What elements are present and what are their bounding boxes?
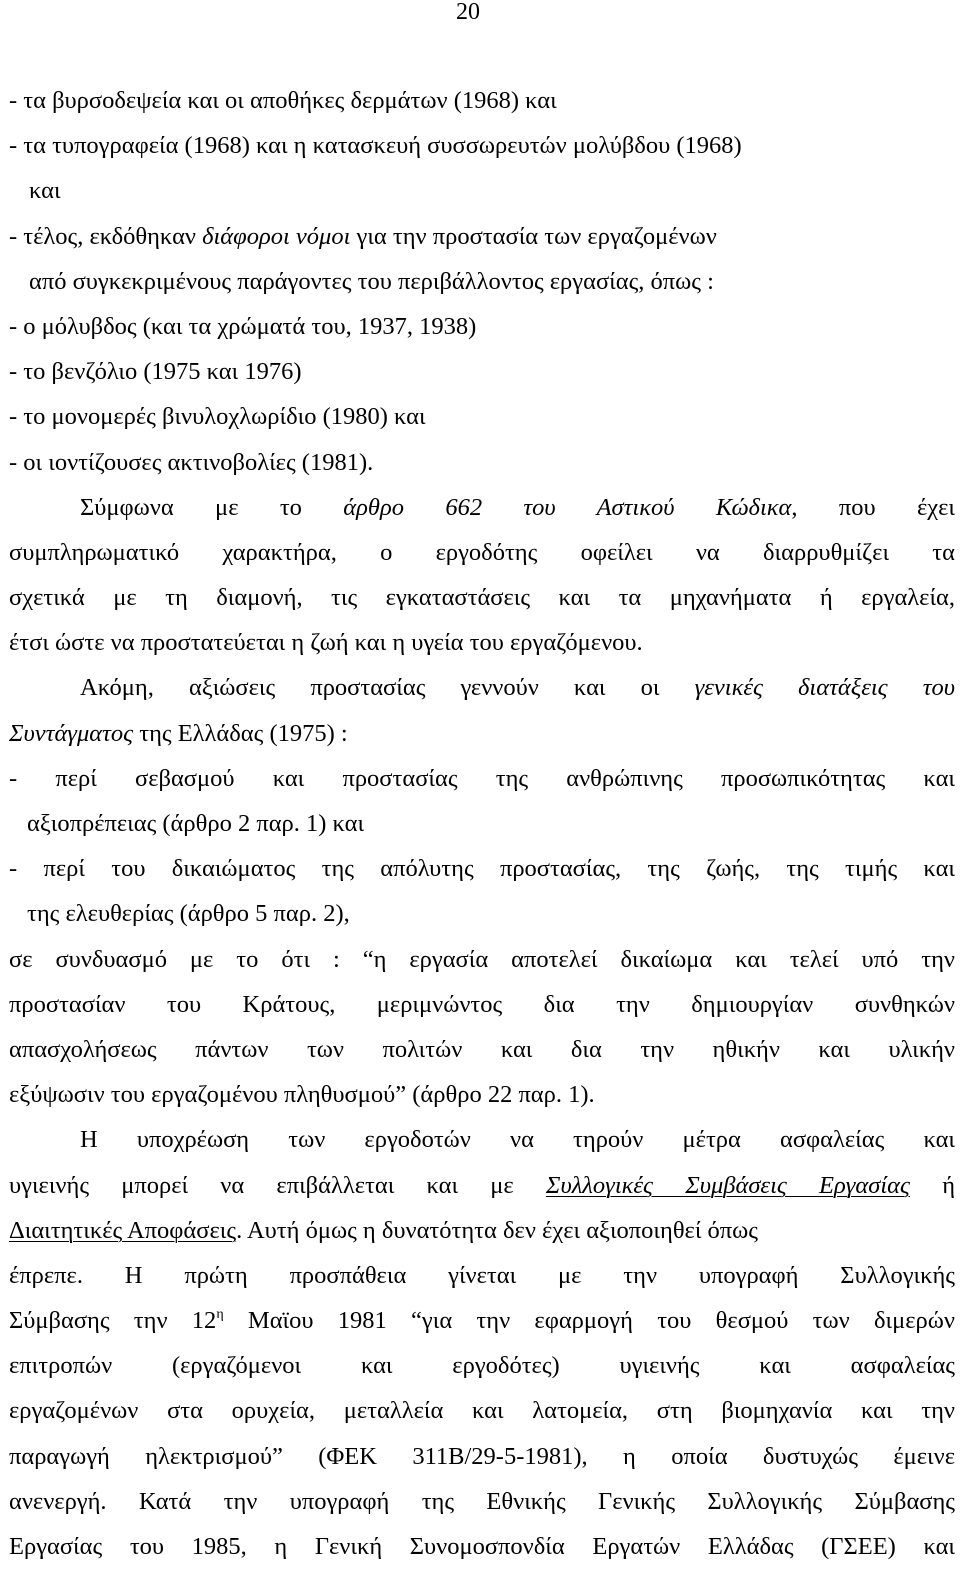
text-segment: Εργασίας του 1985, η Γενική Συνομοσπονδία Εργατών Ελλάδας (ΓΣΕΕ) και [9, 1533, 955, 1560]
text-line [9, 846, 955, 891]
text-line [9, 485, 955, 530]
text-line [9, 1524, 955, 1569]
text-line [9, 620, 955, 665]
text-segment: Σύμφωνα με το [80, 493, 344, 521]
text-line [9, 1163, 955, 1208]
text-line [9, 1027, 955, 1072]
text-segment: εργαζομένων στα ορυχεία, μεταλλεία και λατομεία, στη βιομηχανία και την [9, 1397, 955, 1425]
text-line [9, 665, 955, 710]
text-segment: - το βενζόλιο (1975 και 1976) [9, 358, 302, 386]
text-segment: προστασίαν του Κράτους, μεριμνώντος δια την δημιουργίαν συνθηκών [9, 990, 955, 1018]
text-line [9, 304, 955, 349]
superscript: η [216, 1307, 224, 1323]
text-line [9, 259, 955, 304]
text-segment: υγιεινής μπορεί να επιβάλλεται και με [9, 1171, 546, 1199]
text-line [9, 1117, 955, 1162]
text-line [9, 711, 955, 756]
text-line [9, 530, 955, 575]
text-segment: . Αυτή όμως η δυνατότητα δεν έχει αξιοποιηθεί όπως [236, 1216, 759, 1244]
text-segment: επιτροπών (εργαζόμενοι και εργοδότες) υγιεινής και ασφαλείας [9, 1352, 955, 1380]
emphasis-text: Συλλογικές Συμβάσεις Εργασίας [545, 1171, 910, 1199]
text-segment: σχετικά με τη διαμονή, τις εγκαταστάσεις και τα μηχανήματα ή εργαλεία, [9, 584, 955, 612]
text-segment: Σύμβασης την 12 [9, 1307, 217, 1335]
text-segment: - περί του δικαιώματος της απόλυτης προστασίας, της ζωής, της τιμής και [9, 855, 955, 883]
text-line [9, 1208, 955, 1253]
emphasis-text: Συντάγματος [9, 719, 134, 747]
text-line [9, 123, 955, 168]
text-line [9, 1072, 955, 1117]
text-segment: και [29, 177, 61, 205]
text-segment: Διαιτητικές Αποφάσεις [9, 1216, 237, 1244]
text-segment: σε συνδυασμό με το ότι : “η εργασία αποτελεί δικαίωμα και τελεί υπό την [9, 945, 955, 973]
text-line [9, 575, 955, 620]
text-segment: Ακόμη, αξιώσεις προστασίας γεννούν και οι [80, 674, 695, 702]
text-line [9, 756, 955, 801]
text-line [9, 214, 955, 259]
text-segment: Μαϊου 1981 “για την εφαρμογή του θεσμού των διμερών [223, 1307, 955, 1335]
text-segment: της ελευθερίας (άρθρο 5 παρ. 2), [27, 900, 350, 928]
text-line [9, 801, 955, 846]
text-line [9, 349, 955, 394]
text-line [9, 1434, 955, 1479]
text-segment: - τα βυρσοδεψεία και οι αποθήκες δερμάτων (1968) και [9, 87, 557, 114]
page-number: 20 [456, 0, 480, 25]
text-line [9, 1388, 955, 1433]
text-segment: - περί σεβασμού και προστασίας της ανθρώπινης προσωπικότητας και [9, 764, 955, 792]
text-line [9, 168, 955, 213]
text-segment: παραγωγή ηλεκτρισμού” (ΦΕΚ 311Β/29-5-1981), η οποία δυστυχώς έμεινε [9, 1442, 955, 1470]
text-segment: από συγκεκριμένους παράγοντες του περιβάλλοντος εργασίας, όπως : [29, 267, 714, 295]
emphasis-text: διάφοροι νόμοι [202, 222, 351, 250]
text-line [9, 891, 955, 936]
text-segment: , που έχει [791, 493, 955, 521]
text-line [9, 78, 955, 123]
text-segment: συμπληρωματικό χαρακτήρα, ο εργοδότης οφείλει να διαρρυθμίζει τα [9, 538, 955, 566]
text-line [9, 440, 955, 485]
text-line [9, 982, 955, 1027]
emphasis-text: γενικές διατάξεις του [694, 674, 955, 702]
emphasis-text: άρθρο 662 του Αστικού Κώδικα [343, 493, 792, 521]
text-segment: έπρεπε. Η πρώτη προσπάθεια γίνεται με την υπογραφή Συλλογικής [9, 1261, 955, 1289]
text-segment: έτσι ώστε να προστατεύεται η ζωή και η υγεία του εργαζόμενου. [9, 629, 643, 657]
text-segment: αξιοπρέπειας (άρθρο 2 παρ. 1) και [27, 810, 365, 837]
text-line [9, 1253, 955, 1298]
text-segment: της Ελλάδας (1975) : [133, 719, 348, 747]
text-segment: - ο μόλυβδος (και τα χρώματά του, 1937, 1938) [9, 312, 477, 340]
text-segment: - τα τυπογραφεία (1968) και η κατασκευή συσσωρευτών μολύβδου (1968) [9, 132, 742, 160]
text-segment: - τέλος, εκδόθηκαν [9, 222, 203, 250]
text-line [9, 1298, 955, 1343]
text-segment: ανενεργή. Κατά την υπογραφή της Εθνικής Γενικής Συλλογικής Σύμβασης [9, 1487, 955, 1515]
text-segment: Η υποχρέωση των εργοδοτών να τηρούν μέτρα ασφαλείας και [80, 1126, 955, 1154]
text-segment: για την προστασία των εργαζομένων [350, 222, 717, 250]
text-segment: απασχολήσεως πάντων των πολιτών και δια την ηθικήν και υλικήν [9, 1035, 955, 1063]
text-segment: ή [909, 1171, 956, 1199]
text-line [9, 1479, 955, 1524]
text-line [9, 937, 955, 982]
text-segment: - το μονομερές βινυλοχλωρίδιο (1980) και [9, 403, 426, 431]
text-segment: εξύψωσιν του εργαζομένου πληθυσμού” (άρθρο 22 παρ. 1). [9, 1081, 595, 1109]
document-body [9, 80, 955, 1569]
text-line [9, 1343, 955, 1388]
text-segment: - οι ιοντίζουσες ακτινοβολίες (1981). [9, 448, 374, 476]
text-line [9, 394, 955, 439]
